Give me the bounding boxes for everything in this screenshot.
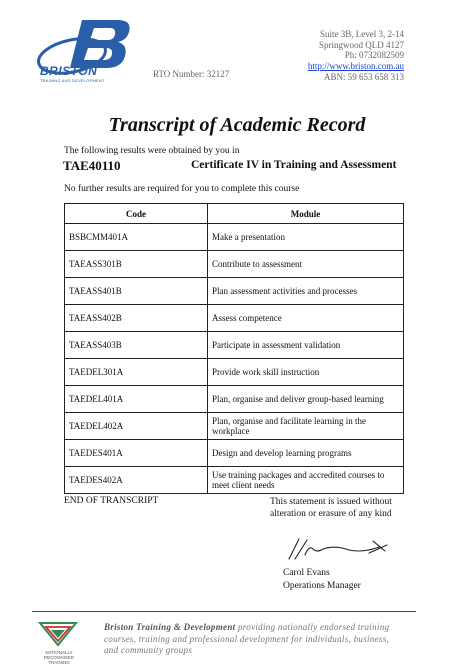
unit-code: TAEDEL401A	[65, 386, 208, 413]
nrt-caption-line-1: NATIONALLY RECOGNISED	[43, 650, 75, 660]
table-row	[65, 386, 404, 413]
unit-module: Design and develop learning programs	[208, 440, 404, 467]
rto-number: RTO Number: 32127	[153, 69, 230, 79]
footer-divider	[32, 611, 416, 612]
end-of-transcript: END OF TRANSCRIPT	[64, 496, 159, 506]
footer-description: providing nationally endorsed training courses, training and professional development for individuals, business, and community groups	[104, 622, 390, 655]
unit-module: Assess competence	[208, 305, 404, 332]
issue-statement: This statement is issued without alteration or erasure of any kind	[270, 497, 392, 519]
phone-number: Ph: 0732082509	[344, 50, 404, 61]
unit-code: TAEDES401A	[65, 440, 208, 467]
column-header-module: Module	[208, 204, 404, 224]
unit-code: TAEDES402A	[65, 467, 208, 494]
address-line-2: Springwood QLD 4127	[319, 39, 404, 50]
nrt-caption-line-2: TRAINING	[48, 660, 70, 665]
table-row	[65, 224, 404, 251]
unit-code: TAEDEL402A	[65, 413, 208, 440]
unit-module: Plan, organise and facilitate learning in the workplace	[208, 413, 404, 440]
column-header-code: Code	[65, 204, 208, 224]
unit-module: Make a presentation	[208, 224, 404, 251]
intro-text: The following results were obtained by you in	[64, 146, 240, 156]
signer-block	[283, 567, 361, 592]
unit-code: TAEASS402B	[65, 305, 208, 332]
contact-block	[308, 29, 404, 83]
unit-module: Participate in assessment validation	[208, 332, 404, 359]
table-row	[65, 359, 404, 386]
signature-image	[283, 535, 393, 563]
unit-code: BSBCMM401A	[65, 224, 208, 251]
nrt-logo	[38, 619, 78, 647]
qualification-name: Certificate IV in Training and Assessment	[191, 159, 397, 171]
table-row	[65, 278, 404, 305]
website-link[interactable]: http://www.briston.com.au	[307, 61, 404, 72]
unit-code: TAEASS301B	[65, 251, 208, 278]
table-row	[65, 332, 404, 359]
table-row	[65, 305, 404, 332]
unit-code: TAEASS403B	[65, 332, 208, 359]
unit-module: Contribute to assessment	[208, 251, 404, 278]
table-row	[65, 251, 404, 278]
unit-code: TAEASS401B	[65, 278, 208, 305]
page-title: Transcript of Academic Record	[108, 114, 366, 136]
unit-module: Plan assessment activities and processes	[208, 278, 404, 305]
address-line-1: Suite 3B, Level 3, 2-14	[320, 29, 404, 39]
unit-module: Plan, organise and deliver group-based learning	[208, 386, 404, 413]
nrt-caption	[34, 650, 84, 665]
unit-code: TAEDEL301A	[65, 359, 208, 386]
logo-wordmark: BRISTON	[40, 64, 98, 78]
unit-module: Provide work skill instruction	[208, 359, 404, 386]
logo-tagline: TRAINING AND DEVELOPMENT	[40, 78, 105, 83]
table-header-row	[65, 204, 404, 224]
footer-text	[104, 622, 404, 657]
completion-note: No further results are required for you to complete this course	[64, 184, 300, 194]
footer-org: Briston Training & Development	[104, 622, 236, 632]
unit-module: Use training packages and accredited courses to meet client needs	[208, 467, 404, 494]
signer-name: Carol Evans	[283, 568, 330, 578]
results-table	[64, 203, 404, 494]
table-row	[65, 467, 404, 494]
signer-role: Operations Manager	[283, 580, 361, 591]
abn-number: ABN: 59 653 658 313	[323, 71, 404, 82]
table-row	[65, 440, 404, 467]
qualification-code: TAE40110	[63, 158, 121, 173]
table-row	[65, 413, 404, 440]
